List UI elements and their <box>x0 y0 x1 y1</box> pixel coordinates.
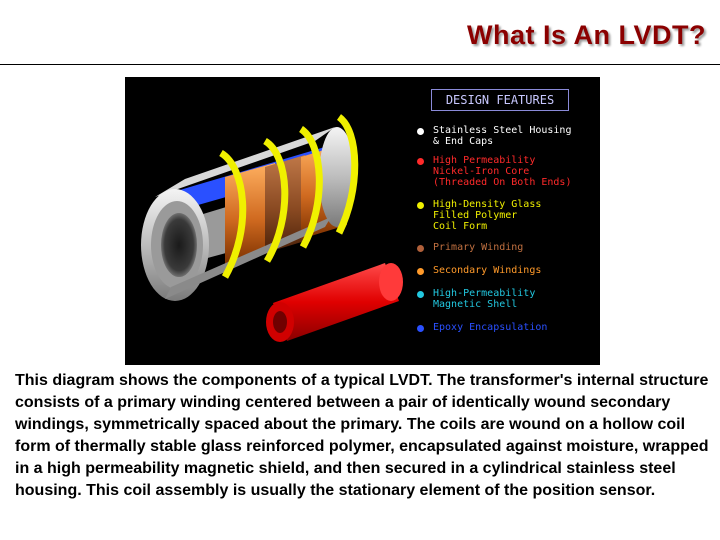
legend-dot <box>417 158 424 165</box>
core-bore <box>161 213 197 277</box>
lvdt-diagram <box>125 77 600 365</box>
slide-description: This diagram shows the components of a typical LVDT. The transformer's internal structure consists of a primary winding centered between a pair of identically wound secondary windings, symmetrically spaced about the primary. The coils are wound on a hollow coil form of thermally stable glass reinforced polymer, encapsulated against moisture, wrapped in a high permeability magnetic shield, and then secured in a cylindrical stainless steel housing. This coil assembly is usually the stationary element of the position sensor. <box>15 372 709 499</box>
legend-dot <box>417 202 424 209</box>
nickel-iron-core <box>266 263 403 342</box>
legend-label: High Permeability Nickel-Iron Core (Threaded On Both Ends) <box>433 155 572 188</box>
legend-label: Secondary Windings <box>433 265 542 276</box>
legend-label: Stainless Steel Housing & End Caps <box>433 125 572 147</box>
slide-title: What Is An LVDT? <box>467 20 706 50</box>
legend-label: Epoxy Encapsulation <box>433 322 548 333</box>
title-divider <box>0 64 720 65</box>
legend-dot <box>417 245 424 252</box>
legend-label: High-Density Glass Filled Polymer Coil Form <box>433 199 542 232</box>
legend-dot <box>417 128 424 135</box>
legend-label: High-Permeability Magnetic Shell <box>433 288 536 310</box>
legend-dot <box>417 268 424 275</box>
legend-dot <box>417 291 424 298</box>
legend-title: DESIGN FEATURES <box>431 89 569 111</box>
legend-label: Primary Winding <box>433 242 524 253</box>
housing-group <box>141 127 355 301</box>
legend-dot <box>417 325 424 332</box>
